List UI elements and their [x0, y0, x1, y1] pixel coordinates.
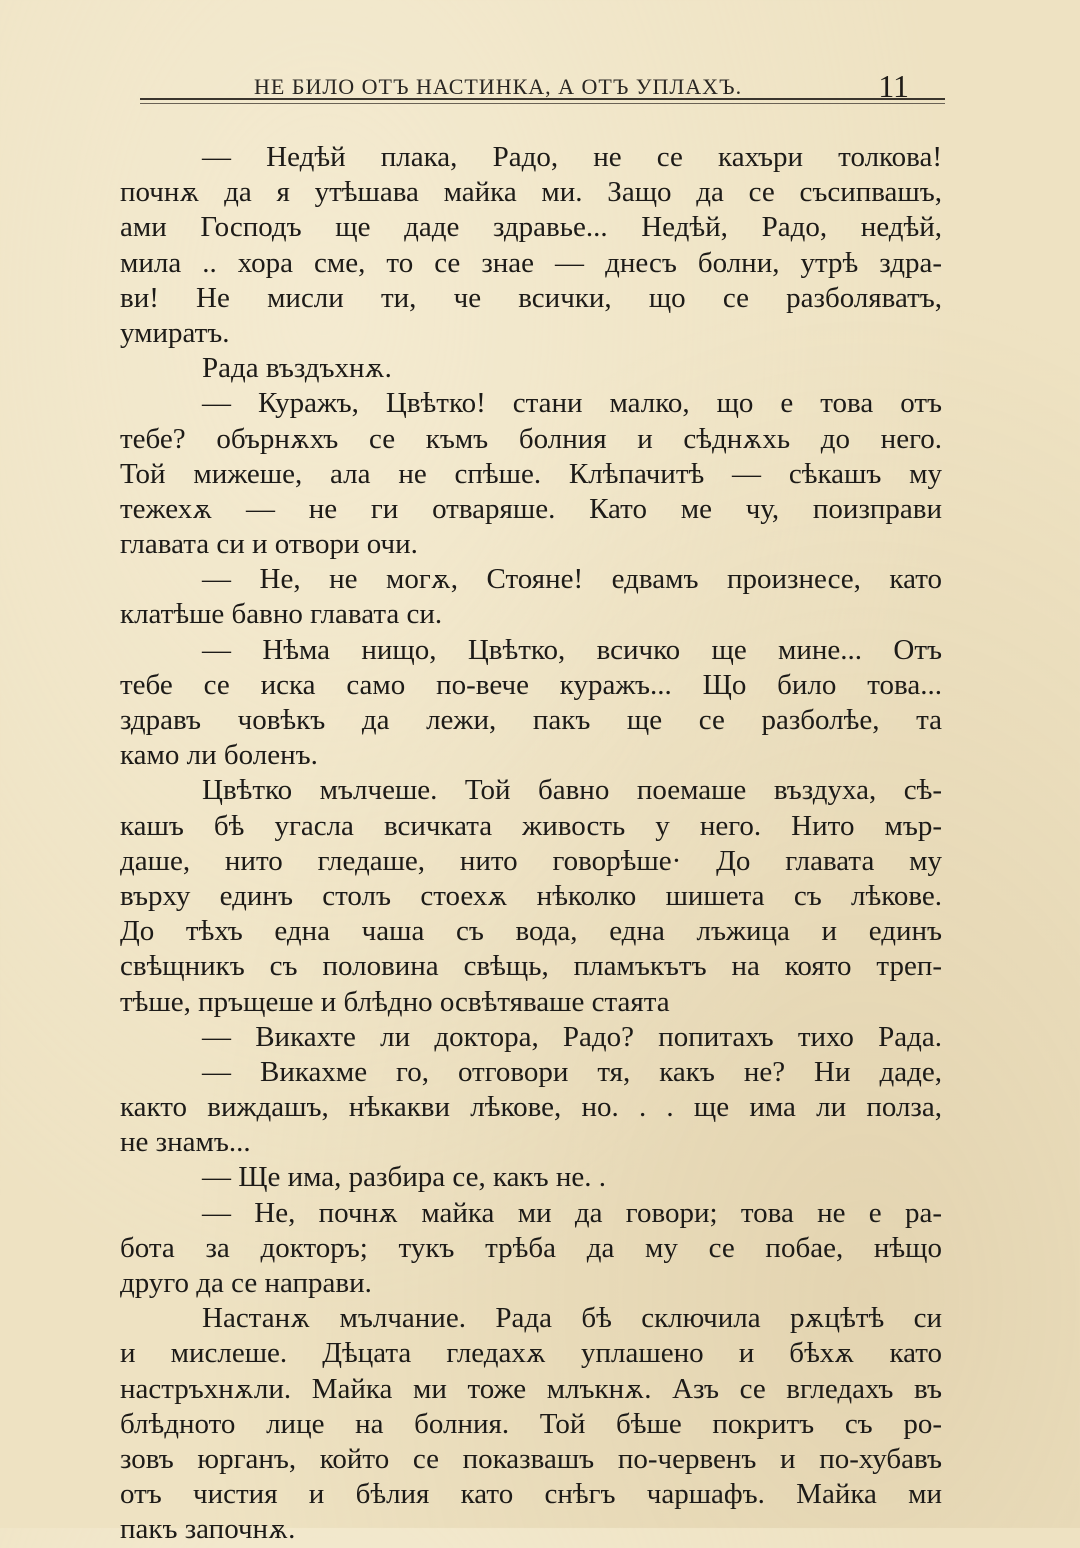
text-line: клатѣше бавно главата си.	[120, 598, 443, 631]
header-rule	[140, 98, 945, 100]
text-line: тежехѫ — не ги отваряше. Като ме чу, поизправи	[120, 492, 942, 525]
text-line: тѣше, пръщеше и блѣдно освѣтяваше стаята	[120, 985, 670, 1018]
text-line: камо ли боленъ.	[120, 739, 318, 772]
text-line: друго да се направи.	[120, 1267, 372, 1299]
page-header	[140, 62, 945, 114]
text-line: даше, нито гледаше, нито говорѣше· До главата му	[120, 844, 942, 877]
text-line: До тѣхъ една чаша съ вода, една лъжица и единъ	[120, 915, 942, 948]
text-line: бота за докторъ; тукъ трѣба да му се побае, нѣщо	[120, 1231, 942, 1264]
running-title: НЕ БИЛО ОТЪ НАСТИНКА, А ОТЪ УПЛАХЪ.	[254, 74, 743, 99]
text-line: настръхнѫли. Майка ми тоже млъкнѫ. Азъ се вгледахъ въ	[120, 1372, 942, 1405]
header-rule-thin	[140, 103, 945, 104]
text-line: не знамъ...	[120, 1126, 251, 1159]
text-line: — Куражъ, Цвѣтко! стани малко, що е това отъ	[202, 387, 942, 420]
text-line: мила .. хора сме, то се знае — днесъ болни, утрѣ здра-	[120, 246, 942, 279]
text-line: върху единъ столъ стоехѫ нѣколко шишета съ лѣкове.	[120, 879, 942, 912]
text-line: — Не, не могѫ, Стояне! едвамъ произнесе, като	[202, 563, 942, 596]
text-line: Той мижеше, ала не спѣше. Клѣпачитѣ — сѣкашъ му	[120, 457, 942, 490]
page-number: 11	[878, 68, 909, 104]
text-line: блѣдното лице на болния. Той бѣше покритъ съ ро-	[120, 1407, 942, 1440]
body-text	[120, 140, 942, 1548]
text-line: Рада въздъхнѫ.	[202, 352, 392, 385]
text-line: тебе? обърнѫхъ се къмъ болния и сѣднѫхь до него.	[120, 422, 942, 455]
text-line: — Не, почнѫ майка ми да говори; това не е ра-	[202, 1196, 942, 1229]
text-line: почнѫ да я утѣшава майка ми. Защо да се съсипвашъ,	[120, 176, 942, 209]
text-line: пакъ започнѫ.	[120, 1513, 296, 1546]
text-line: тебе се иска само по-вече куражъ... Що било това...	[120, 668, 942, 701]
text-line: ви! Не мисли ти, че всички, що се разболяватъ,	[120, 281, 942, 314]
text-line: — Нѣма нищо, Цвѣтко, всичко ще мине... Отъ	[202, 633, 942, 666]
text-line: зовъ юрганъ, който се показвашъ по-червенъ и по-хубавъ	[120, 1442, 942, 1475]
text-line: свѣщникъ съ половина свѣщь, пламъкътъ на която треп-	[120, 950, 942, 983]
text-line: — Викахме го, отговори тя, какъ не? Ни даде,	[202, 1055, 942, 1088]
text-line: — Викахте ли доктора, Радо? попитахъ тихо Рада.	[202, 1020, 942, 1053]
text-line: — Недѣй плака, Радо, не се кахъри толкова!	[202, 141, 942, 173]
text-line: ами Господъ ще даде здравье... Недѣй, Радо, недѣй,	[120, 211, 942, 244]
text-line: здравъ човѣкъ да лежи, пакъ ще се разболѣе, та	[120, 704, 942, 736]
text-line: както виждашъ, нѣкакви лѣкове, но. . . ще има ли полза,	[120, 1091, 942, 1124]
text-line: главата си и отвори очи.	[120, 528, 418, 561]
text-line: отъ чистия и бѣлия като снѣгъ чаршафъ. Майка ми	[120, 1478, 942, 1511]
text-line: — Ще има, разбира се, какъ не. .	[202, 1161, 606, 1194]
text-line: Цвѣтко мълчеше. Той бавно поемаше въздуха, сѣ-	[202, 774, 942, 807]
text-line: умиратъ.	[120, 316, 230, 349]
text-line: кашъ бѣ угасла всичката живость у него. Нито мър-	[120, 809, 942, 842]
text-line: Настанѫ мълчание. Рада бѣ сключила рѫцѣтѣ си	[202, 1302, 942, 1335]
text-line: и мислеше. Дѣцата гледахѫ уплашено и бѣхѫ като	[120, 1337, 942, 1370]
